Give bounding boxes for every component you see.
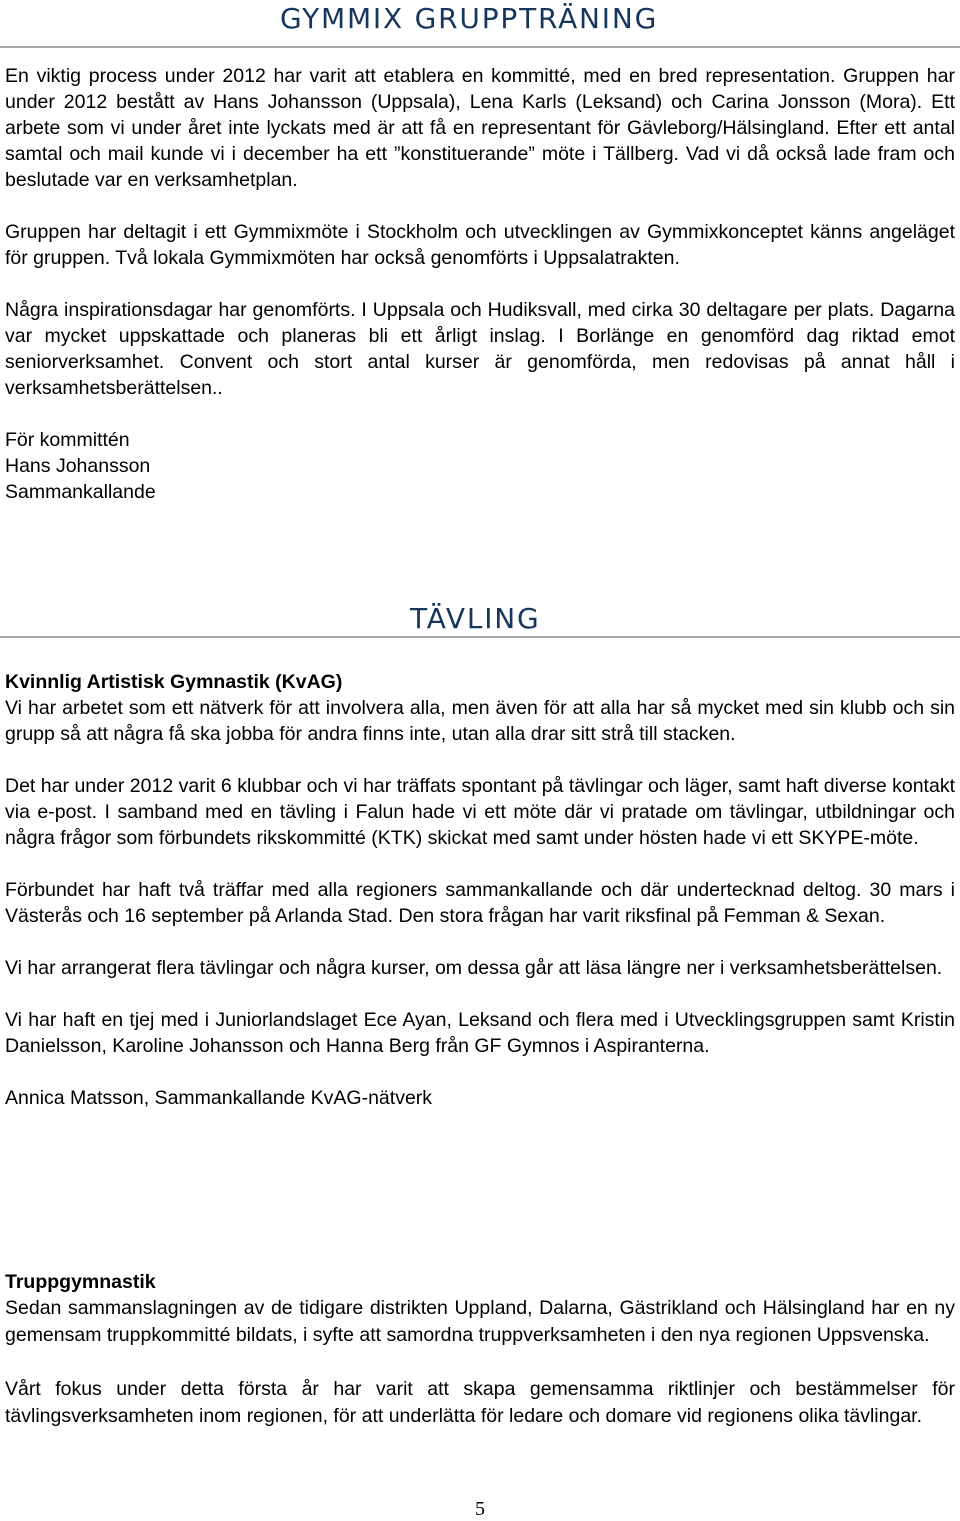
section-title-tavling: TÄVLING [410, 602, 541, 635]
section-divider [0, 636, 960, 638]
gymmix-paragraph: En viktig process under 2012 har varit att etablera en kommitté, med en bred representation. Gruppen har under 2012 bestått av Hans Johansson (Uppsala), Lena Karls (Leksand) och Carina Jonsson (Mora). Ett arbete som vi under året inte lyckats med är att få en representant för Gävleborg/Hälsingland. Efter ett antal samtal och mail kunde vi i december ha ett ”konstituerande” möte i Tällberg. Vad vi då också lade fram och beslutade var en verksamhetplan. [5, 65, 955, 191]
kvag-paragraph: Vi har arbetet som ett nätverk för att involvera alla, men även för att alla har så mycket med sin klubb och sin grupp så att några få ska jobba för andra finns inte, utan alla drar sitt strå till stacken. [5, 697, 955, 745]
kvag-paragraph: Vi har arrangerat flera tävlingar och några kurser, om dessa går att läsa längre ner i verksamhetsberättelsen. [5, 957, 943, 979]
kvag-paragraph: Vi har haft en tjej med i Juniorlandslaget Ece Ayan, Leksand och flera med i Utvecklingsgruppen samt Kristin Danielsson, Karoline Johansson och Hanna Berg från GF Gymnos i Aspiranterna. [5, 1009, 955, 1057]
kvag-text [5, 669, 955, 1111]
trupp-heading: Truppgymnastik [5, 1271, 156, 1293]
signature-line: För kommittén [5, 429, 130, 451]
gymmix-paragraph: Några inspirationsdagar har genomförts. I Uppsala och Hudiksvall, med cirka 30 deltagare per plats. Dagarna var mycket uppskattade och planeras bli ett årligt inslag. I Borlänge en genomförd dag riktad emot seniorverksamhet. Convent och stort antal kurser är genomförda, men redovisas på annat håll i verksamhetsberättelsen.. [5, 299, 955, 399]
page-number: 5 [475, 1498, 485, 1520]
kvag-heading: Kvinnlig Artistisk Gymnastik (KvAG) [5, 671, 343, 693]
signature-role: Sammankallande [5, 481, 156, 503]
gymmix-paragraph: Gruppen har deltagit i ett Gymmixmöte i Stockholm och utvecklingen av Gymmixkonceptet känns angeläget för gruppen. Två lokala Gymmixmöten har också genomförts i Uppsalatrakten. [5, 221, 955, 269]
trupp-paragraph: Vårt fokus under detta första år har varit att skapa gemensamma riktlinjer och bestämmelser för tävlingsverksamheten inom regionen, för att underlätta för ledare och domare vid regionens olika tävlingar. [5, 1378, 955, 1427]
kvag-paragraph: Det har under 2012 varit 6 klubbar och vi har träffats spontant på tävlingar och läger, samt haft diverse kontakt via e-post. I samband med en tävling i Falun hade vi ett möte där vi pratade om tävlingar, utbildningar och några frågor som förbundets rikskommitté (KTK) skickat med samt under hösten hade vi ett SKYPE-möte. [5, 775, 955, 849]
kvag-paragraph: Förbundet har haft två träffar med alla regioners sammankallande och där undertecknad deltog. 30 mars i Västerås och 16 september på Arlanda Stad. Den stora frågan har varit riksfinal på Femman & Sexan. [5, 879, 955, 927]
trupp-text [5, 1269, 955, 1430]
trupp-paragraph: Sedan sammanslagningen av de tidigare distrikten Uppland, Dalarna, Gästrikland och Hälsingland har en ny gemensam truppkommitté bildats, i syfte att samordna truppverksamheten i den nya regionen Uppsvenska. [5, 1297, 955, 1346]
gymmix-signature [5, 427, 955, 505]
kvag-signature: Annica Matsson, Sammankallande KvAG-nätverk [5, 1087, 433, 1109]
signature-name: Hans Johansson [5, 455, 151, 477]
gymmix-text [5, 63, 955, 505]
section-divider [0, 46, 960, 48]
section-title-gymmix: GYMMIX GRUPPTRÄNING [280, 2, 659, 35]
